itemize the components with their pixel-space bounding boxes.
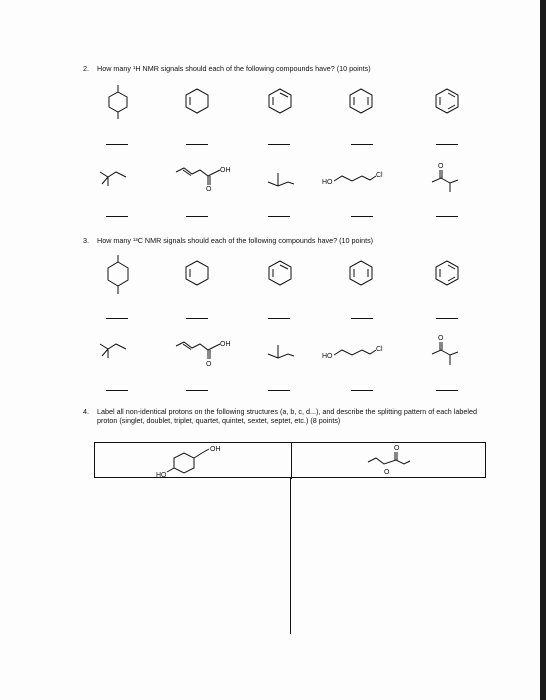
benzene-structure (432, 259, 462, 289)
oh-label: OH (220, 167, 231, 174)
answer-blank[interactable] (351, 390, 373, 391)
unsaturated-keto-alcohol-structure (174, 336, 234, 368)
answer-blank[interactable] (351, 144, 373, 145)
question-3 (83, 236, 503, 246)
ketone-structure (428, 160, 468, 194)
o-label: O (438, 163, 444, 170)
o-label: O (206, 361, 212, 368)
ketone-structure (428, 332, 468, 368)
ho-label: HO (322, 179, 333, 186)
oh-label: OH (220, 341, 231, 348)
cl-label: Cl (376, 172, 383, 179)
branched-alkane-structure (96, 164, 136, 190)
answer-blank[interactable] (351, 318, 373, 319)
question-text: Label all non-identical protons on the following structures (a, b, c, d...), and describe the splitting pattern of each labeled proton (singlet, doublet, triplet, quartet, quintet, sextet, septet, etc.) (8 points) (97, 407, 477, 425)
question-number: 3. (83, 236, 89, 245)
answer-blank[interactable] (268, 144, 290, 145)
answer-column-divider (290, 478, 291, 634)
answer-blank[interactable] (106, 144, 128, 145)
answer-blank[interactable] (268, 318, 290, 319)
answer-blank[interactable] (268, 216, 290, 217)
answer-blank[interactable] (186, 216, 208, 217)
answer-blank[interactable] (436, 216, 458, 217)
branched-alkane-structure (96, 336, 136, 362)
question-4 (83, 407, 488, 437)
chloro-alcohol-structure (322, 168, 386, 190)
cyclohexadiene-structure-2 (346, 87, 376, 117)
o-label: O (384, 469, 390, 476)
cyclohexene-structure (182, 259, 212, 289)
answer-blank[interactable] (351, 216, 373, 217)
answer-table (94, 442, 486, 478)
cyclohexadiene-structure-2 (346, 259, 376, 289)
table-divider (291, 443, 292, 479)
question-number: 2. (83, 64, 89, 73)
answer-blank[interactable] (106, 318, 128, 319)
dimethylcyclohexane-structure (103, 83, 133, 123)
question-text: How many ¹³C NMR signals should each of the following compounds have? (10 points) (97, 236, 374, 245)
question-number: 4. (83, 407, 89, 416)
o-label: O (394, 445, 400, 452)
answer-blank[interactable] (186, 390, 208, 391)
answer-blank[interactable] (186, 144, 208, 145)
answer-blank[interactable] (106, 390, 128, 391)
cl-label: Cl (376, 346, 383, 353)
hydroxymethyl-cyclohexanol-structure (154, 444, 234, 480)
ester-structure (366, 442, 416, 478)
o-label: O (206, 186, 212, 193)
answer-blank[interactable] (436, 144, 458, 145)
cyclohexadiene-structure (265, 259, 295, 289)
answer-blank[interactable] (436, 318, 458, 319)
answer-blank[interactable] (436, 390, 458, 391)
chloro-alcohol-structure (322, 342, 386, 364)
unsaturated-keto-alcohol-structure (174, 162, 234, 192)
isobutane-structure (264, 340, 298, 360)
question-text: How many ¹H NMR signals should each of the following compounds have? (10 points) (97, 64, 371, 73)
cyclohexadiene-structure (265, 87, 295, 117)
o-label: O (438, 335, 444, 342)
isobutane-structure (264, 168, 298, 188)
benzene-structure (432, 87, 462, 117)
dimethylcyclohexane-structure (103, 253, 133, 297)
cyclohexene-structure (182, 87, 212, 117)
answer-blank[interactable] (268, 390, 290, 391)
question-2 (83, 64, 503, 74)
answer-blank[interactable] (186, 318, 208, 319)
ho-label: HO (156, 472, 167, 479)
answer-blank[interactable] (106, 216, 128, 217)
ho-label: HO (322, 353, 333, 360)
oh-label: OH (210, 446, 221, 453)
